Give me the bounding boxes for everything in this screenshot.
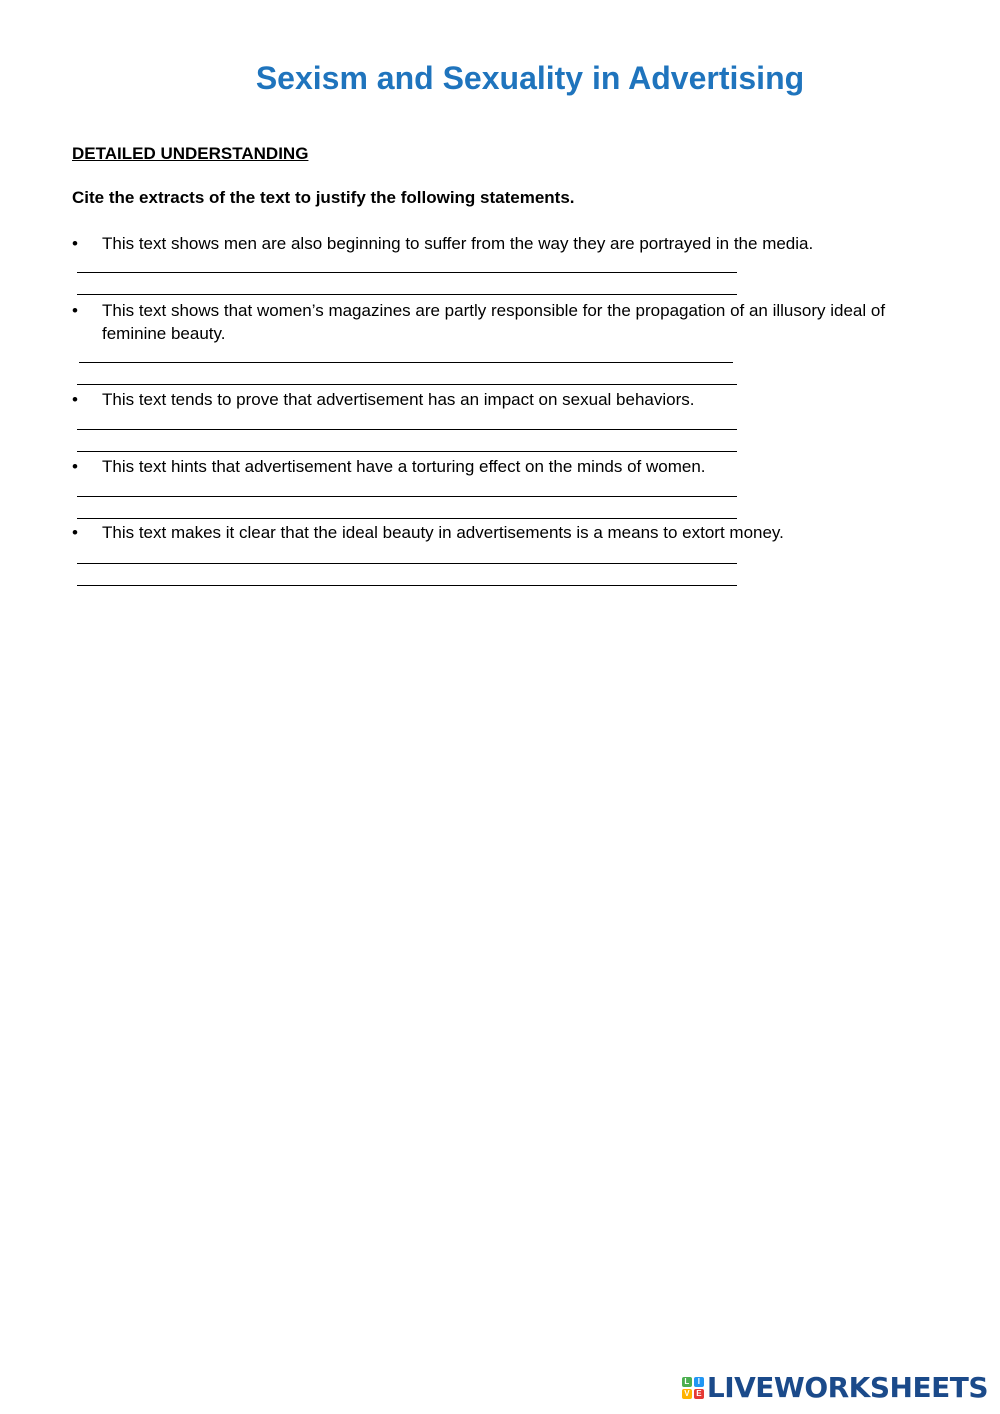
answer-line-1a[interactable] [77, 272, 737, 273]
answer-line-4b[interactable] [77, 518, 737, 519]
bullet-icon: • [72, 390, 78, 409]
answer-line-2a[interactable] [79, 362, 733, 363]
logo-mark-cell: I [694, 1377, 704, 1387]
section-heading: DETAILED UNDERSTANDING [72, 144, 309, 163]
bullet-icon: • [72, 234, 78, 253]
liveworksheets-logo [682, 1371, 988, 1404]
bullet-icon: • [72, 523, 78, 542]
answer-line-4a[interactable] [77, 496, 737, 497]
statement-text-4: This text hints that advertisement have a torturing effect on the minds of women. [102, 457, 706, 476]
instruction-text: Cite the extracts of the text to justify the following statements. [72, 188, 575, 207]
statement-text-1: This text shows men are also beginning to suffer from the way they are portrayed in the media. [102, 234, 814, 253]
logo-mark-cell: E [694, 1389, 704, 1399]
statement-text-3: This text tends to prove that advertisement has an impact on sexual behaviors. [102, 390, 695, 409]
bullet-icon: • [72, 301, 78, 320]
answer-line-5b[interactable] [77, 585, 737, 586]
page-title: Sexism and Sexuality in Advertising [255, 60, 805, 96]
bullet-icon: • [72, 457, 78, 476]
answer-line-3a[interactable] [77, 429, 737, 430]
answer-line-1b[interactable] [77, 294, 737, 295]
statement-item-5 [72, 521, 912, 544]
statement-item-1 [72, 232, 912, 255]
statement-text-2: This text shows that women’s magazines are partly responsible for the propagation of an illusory ideal of feminine beauty. [102, 301, 886, 343]
liveworksheets-logo-icon [682, 1377, 704, 1399]
logo-mark-cell: L [682, 1377, 692, 1387]
statement-item-3 [72, 388, 912, 411]
answer-line-5a[interactable] [77, 563, 737, 564]
logo-mark-cell: V [682, 1389, 692, 1399]
logo-text: LIVEWORKSHEETS [706, 1371, 988, 1404]
answer-line-3b[interactable] [77, 451, 737, 452]
statement-text-5: This text makes it clear that the ideal beauty in advertisements is a means to extort money. [102, 523, 784, 542]
answer-line-2b[interactable] [77, 384, 737, 385]
statement-item-4 [72, 455, 912, 478]
statement-item-2 [72, 299, 912, 345]
